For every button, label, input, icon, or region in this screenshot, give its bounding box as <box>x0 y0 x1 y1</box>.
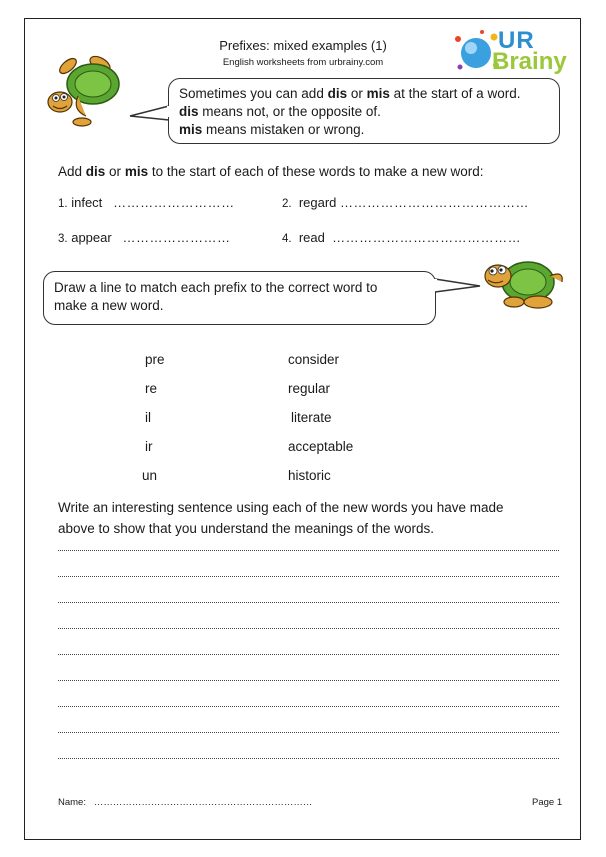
info-line-2: dis means not, or the opposite of. <box>179 104 381 119</box>
word-historic[interactable]: historic <box>288 468 331 483</box>
prefix-ir[interactable]: ir <box>145 439 153 454</box>
word-regular[interactable]: regular <box>288 381 331 396</box>
task1-item-3[interactable]: 3. appear …………………… <box>58 230 231 245</box>
prefix-re[interactable]: re <box>145 381 158 396</box>
task2-bubble-line-2: make a new word. <box>54 298 164 313</box>
writing-line[interactable] <box>58 732 559 733</box>
writing-line[interactable] <box>58 576 559 577</box>
writing-line[interactable] <box>58 706 559 707</box>
word-acceptable[interactable]: acceptable <box>288 439 354 454</box>
speech-bubble-tail-2 <box>434 276 484 298</box>
writing-line[interactable] <box>58 758 559 759</box>
task3-line-1: Write an interesting sentence using each of the new words you have made <box>58 500 504 515</box>
info-line-1: Sometimes you can add dis or mis at the start of a word. <box>179 86 521 101</box>
task1-instruction: Add dis or mis to the start of each of these words to make a new word: <box>58 164 484 179</box>
task1-item-2[interactable]: 2. regard …………………………………… <box>282 195 530 210</box>
page-title: Prefixes: mixed examples (1) <box>219 38 387 53</box>
speech-bubble-tail <box>128 104 172 124</box>
page-subtitle: English worksheets from urbrainy.com <box>222 57 384 68</box>
turtle-illustration-top <box>38 40 133 130</box>
task2-bubble <box>43 271 436 325</box>
writing-line[interactable] <box>58 550 559 551</box>
writing-line[interactable] <box>58 680 559 681</box>
page-number: Page 1 <box>532 797 563 808</box>
word-literate[interactable]: literate <box>291 410 332 425</box>
name-dots: …………………………………………………………… <box>93 797 313 808</box>
task2-bubble-line-1: Draw a line to match each prefix to the correct word to <box>54 280 378 295</box>
task3-instruction <box>58 497 558 539</box>
turtle-illustration-right <box>478 252 568 314</box>
name-field[interactable] <box>58 797 312 808</box>
urbrainy-logo: UR Brainy <box>452 27 574 77</box>
writing-line[interactable] <box>58 602 559 603</box>
prefix-il[interactable]: il <box>145 410 151 425</box>
info-bubble <box>168 78 560 144</box>
task3-line-2: above to show that you understand the meanings of the words. <box>58 521 434 536</box>
prefix-pre[interactable]: pre <box>145 352 165 367</box>
info-line-3: mis means mistaken or wrong. <box>179 122 365 137</box>
word-consider[interactable]: consider <box>288 352 340 367</box>
prefix-un[interactable]: un <box>142 468 158 483</box>
writing-line[interactable] <box>58 628 559 629</box>
writing-line[interactable] <box>58 654 559 655</box>
name-label: Name: <box>58 797 86 808</box>
task1-item-1[interactable]: 1. infect ……………………… <box>58 195 235 210</box>
task1-item-4[interactable]: 4. read …………………………………… <box>282 230 522 245</box>
